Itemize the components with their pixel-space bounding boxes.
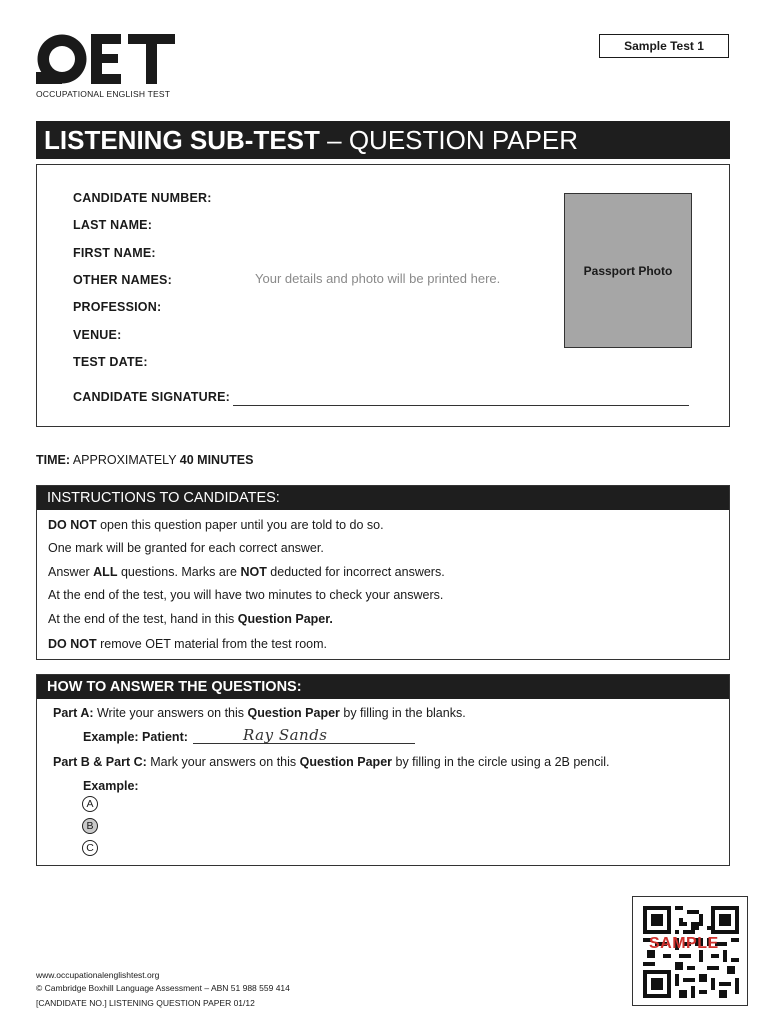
option-circle-a[interactable]: A <box>82 796 98 812</box>
ht-text: Mark your answers on this <box>146 755 300 769</box>
instr-bold: ALL <box>93 565 118 579</box>
title-rest: – QUESTION PAPER <box>319 125 579 155</box>
example-patient-answer: Ray Sands <box>243 726 328 744</box>
sample-stamp: SAMPLE <box>649 935 719 952</box>
option-circle-c[interactable]: C <box>82 840 98 856</box>
instr-bold: NOT <box>240 565 267 579</box>
ht-bold: Question Paper <box>299 755 393 769</box>
instr-bold: DO NOT <box>48 518 97 532</box>
time-info <box>36 453 253 467</box>
details-placeholder: Your details and photo will be printed here. <box>255 271 501 286</box>
field-first-name: FIRST NAME: <box>73 246 156 260</box>
example-label <box>83 779 139 793</box>
part-bc-label: Part B & Part C: <box>53 755 147 769</box>
instr-text: remove OET material from the test room. <box>96 637 328 651</box>
instructions-heading: INSTRUCTIONS TO CANDIDATES: <box>37 486 729 510</box>
field-candidate-number: CANDIDATE NUMBER: <box>73 191 212 205</box>
logo-subtitle: OCCUPATIONAL ENGLISH TEST <box>36 89 171 99</box>
signature-line <box>233 405 689 406</box>
footer-code: [CANDIDATE NO.] LISTENING QUESTION PAPER 01/12 <box>36 998 255 1008</box>
time-label: TIME: <box>36 453 71 467</box>
time-text: APPROXIMATELY <box>70 453 180 467</box>
field-venue: VENUE: <box>73 328 122 342</box>
oet-logo <box>36 34 176 86</box>
part-bc-instruction <box>53 755 610 769</box>
candidate-details-box <box>36 164 730 427</box>
field-last-name: LAST NAME: <box>73 218 153 232</box>
footer-website: www.occupationalenglishtest.org <box>36 970 160 980</box>
instr-bold: DO NOT <box>48 637 97 651</box>
how-to-answer-heading: HOW TO ANSWER THE QUESTIONS: <box>37 675 729 699</box>
ht-text: by filling in the circle using a 2B pencil. <box>392 755 610 769</box>
passport-photo <box>564 193 692 348</box>
instr-text: deducted for incorrect answers. <box>266 565 445 579</box>
ht-bold: Question Paper <box>247 706 340 720</box>
sample-test-label: Sample Test 1 <box>599 34 729 58</box>
instr-text: questions. Marks are <box>117 565 241 579</box>
instructions-box <box>36 485 730 660</box>
instruction-line: At the end of the test, you will have two minutes to check your answers. <box>48 588 444 602</box>
ht-text: by filling in the blanks. <box>339 706 466 720</box>
example-patient-label <box>83 730 188 744</box>
qr-code <box>632 896 748 1006</box>
instr-text: open this question paper until you are told to do so. <box>96 518 384 532</box>
example-label-text: Example: <box>83 779 139 793</box>
field-profession: PROFESSION: <box>73 300 162 314</box>
instruction-line <box>48 637 327 651</box>
how-to-answer-box <box>36 674 730 866</box>
instruction-line <box>48 518 384 532</box>
footer-copyright: © Cambridge Boxhill Language Assessment – ABN 51 988 559 414 <box>36 983 290 993</box>
title-bold: LISTENING SUB-TEST <box>44 125 320 155</box>
instruction-line <box>48 565 445 579</box>
instr-text: Answer <box>48 565 94 579</box>
instr-text: At the end of the test, hand in this <box>48 612 238 626</box>
example-patient-text: Example: Patient: <box>83 730 188 744</box>
instruction-line <box>48 612 333 626</box>
field-candidate-signature: CANDIDATE SIGNATURE: <box>73 390 231 404</box>
field-test-date: TEST DATE: <box>73 355 148 369</box>
instruction-line: One mark will be granted for each correct answer. <box>48 541 324 555</box>
page-title <box>36 121 730 159</box>
part-a-label: Part A: <box>53 706 94 720</box>
part-a-instruction <box>53 706 466 720</box>
field-other-names: OTHER NAMES: <box>73 273 172 287</box>
passport-photo-label: Passport Photo <box>583 263 673 278</box>
instr-bold: Question Paper. <box>237 612 333 626</box>
ht-text: Write your answers on this <box>93 706 248 720</box>
time-duration: 40 MINUTES <box>179 453 254 467</box>
option-circle-b[interactable]: B <box>82 818 98 834</box>
